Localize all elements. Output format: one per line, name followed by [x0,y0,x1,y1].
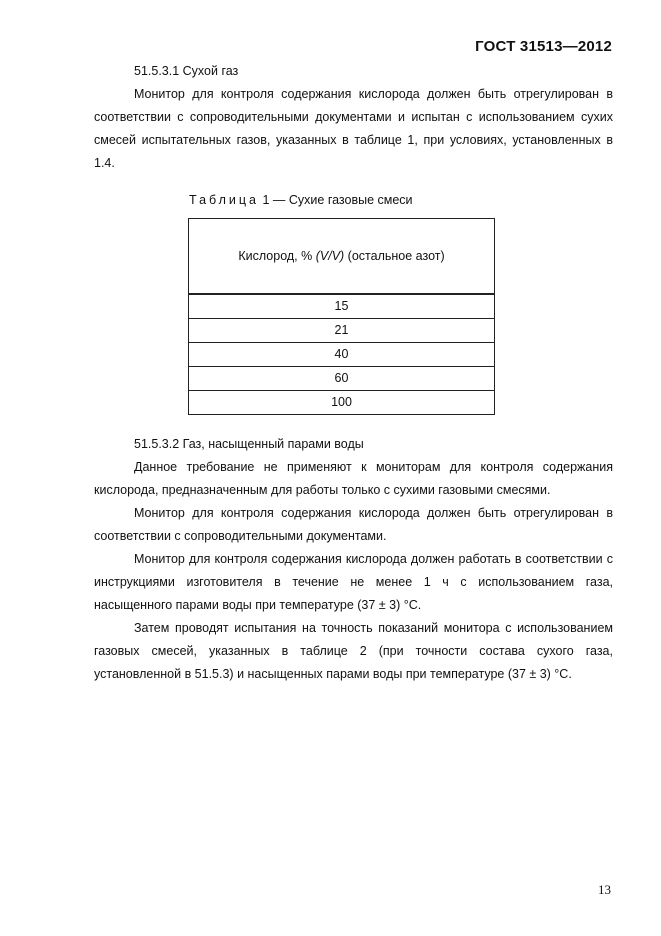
standard-header: ГОСТ 31513—2012 [475,38,612,55]
table-cell: 40 [189,343,495,367]
table-cell: 21 [189,319,495,343]
table-caption-label: Таблица [189,193,260,207]
section-heading-saturated-gas: 51.5.3.2 Газ, насыщенный парами воды [134,437,364,451]
table-cell: 15 [189,294,495,319]
paragraph-saturated-2: Монитор для контроля содержания кислорода должен быть отрегулирован в соответствии с сопроводительными документами. [94,506,613,543]
dry-gas-mixtures-table [188,218,495,415]
section-heading-dry-gas: 51.5.3.1 Сухой газ [134,64,239,78]
column-header-suffix: (остальное азот) [344,248,445,263]
paragraph-dry-gas: Монитор для контроля содержания кислорода должен быть отрегулирован в соответствии с сопроводительными документами и испытан с использованием сухих смесей испытательных газов, указанных в таблице 1, при условиях, установленных в 1.4. [94,87,613,170]
page-number: 13 [598,882,611,897]
table-row [189,391,495,415]
table-column-header [189,219,495,295]
paragraph-saturated-3: Монитор для контроля содержания кислорода должен работать в соответствии с инструкциями изготовителя в течение не менее 1 ч с использованием газа, насыщенного парами воды при температуре (37 ± 3) °С. [94,552,613,612]
table-cell: 60 [189,367,495,391]
table-caption [189,189,613,212]
table-row [189,319,495,343]
column-header-prefix: Кислород, % [238,248,316,263]
table-row [189,294,495,319]
table-caption-title: 1 — Сухие газовые смеси [259,193,413,207]
document-body [94,60,613,686]
column-header-unit: (V/V) [315,248,345,263]
paragraph-saturated-4: Затем проводят испытания на точность показаний монитора с использованием газовых смесей, указанных в таблице 2 (при точности состава сухого газа, установленной в 51.5.3) и насыщенных парами воды при температуре (37 ± 3) °С. [94,621,613,681]
table-row [189,343,495,367]
table-cell: 100 [189,391,495,415]
table-row [189,367,495,391]
paragraph-saturated-1: Данное требование не применяют к мониторам для контроля содержания кислорода, предназначенным для работы только с сухими газовыми смесями. [94,460,613,497]
